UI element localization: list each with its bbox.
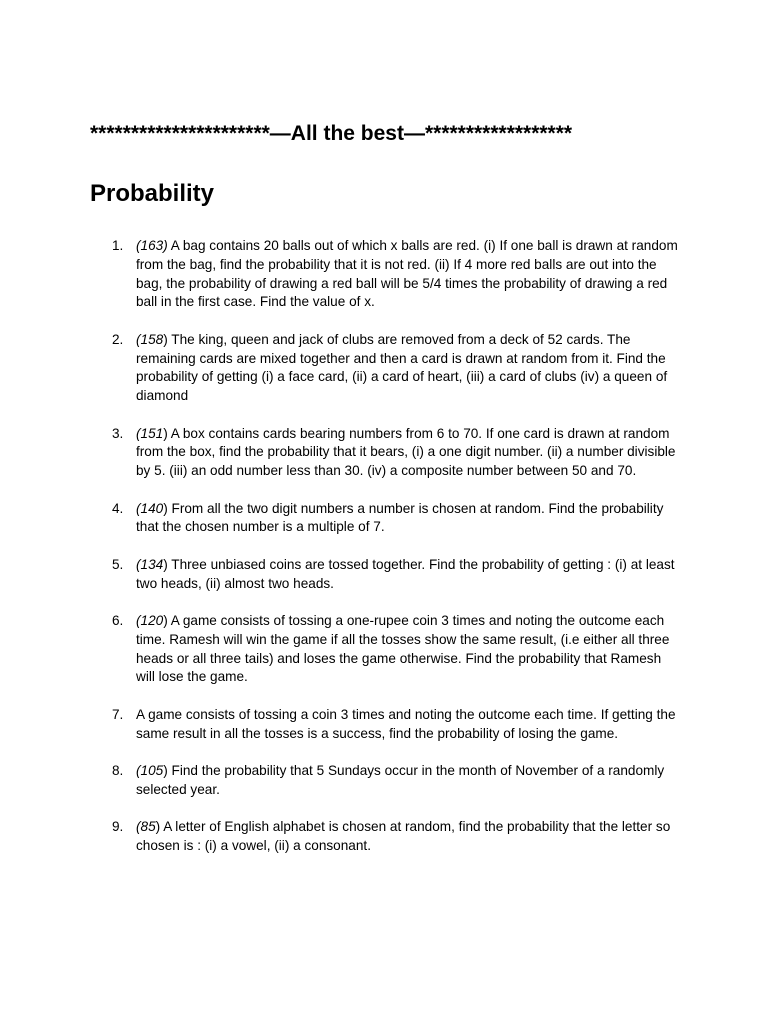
question-text: ) Three unbiased coins are tossed together. Find the probability of getting : (i) at least two heads, (ii) almost two heads. xyxy=(136,556,675,591)
section-heading: Probability xyxy=(90,180,215,207)
question-text: ) The king, queen and jack of clubs are removed from a deck of 52 cards. The remaining cards are mixed together and then a card is drawn at random from it. Find the probability of getting (i) a face card, (ii) a card of heart, (iii) a card of clubs (iv) a queen of diamond xyxy=(136,331,668,404)
question-item xyxy=(0,612,681,687)
question-text: A bag contains 20 balls out of which x balls are red. (i) If one ball is drawn at random from the bag, find the probability that it is not red. (ii) If 4 more red balls are out into the bag, the probability of drawing a red ball will be 5/4 times the probability of drawing a red ball in the first case. Find the value of x. xyxy=(136,238,678,310)
question-number: 2. xyxy=(112,331,124,347)
question-item xyxy=(0,331,681,406)
question-item xyxy=(0,556,681,594)
question-text: A game consists of tossing a coin 3 times and noting the outcome each time. If getting the same result in all the tosses is a success, find the probability of losing the game. xyxy=(136,706,676,741)
question-number: 6. xyxy=(112,612,124,628)
question-item xyxy=(0,762,681,800)
all-the-best-banner: **********************—All the best—****************** xyxy=(90,122,573,145)
question-list xyxy=(0,237,768,874)
question-code: (85 xyxy=(136,819,156,835)
question-number: 7. xyxy=(112,706,124,722)
question-number: 5. xyxy=(112,556,124,572)
question-text: ) From all the two digit numbers a number is chosen at random. Find the probability that the chosen number is a multiple of 7. xyxy=(136,500,664,535)
question-code: (151 xyxy=(136,425,164,441)
question-number: 1. xyxy=(112,238,124,253)
question-code: (120 xyxy=(136,612,164,628)
question-item xyxy=(0,237,681,312)
question-item xyxy=(0,818,681,856)
question-number: 9. xyxy=(112,819,124,835)
question-item xyxy=(0,706,681,744)
question-number: 4. xyxy=(112,500,124,516)
question-text: ) A game consists of tossing a one-rupee coin 3 times and noting the outcome each time. Ramesh will win the game if all the tosses show the same result, (i.e either all three heads or all three tails) and loses the game otherwise. Find the probability that Ramesh will lose the game. xyxy=(136,612,670,685)
question-text: ) Find the probability that 5 Sundays occur in the month of November of a randomly selected year. xyxy=(136,762,665,797)
question-code: (105 xyxy=(136,762,164,778)
question-text: ) A letter of English alphabet is chosen at random, find the probability that the letter so chosen is : (i) a vowel, (ii) a consonant. xyxy=(136,819,671,853)
question-code: (134 xyxy=(136,556,164,572)
question-item xyxy=(0,425,681,481)
question-code: (163) xyxy=(136,238,168,253)
question-text: ) A box contains cards bearing numbers from 6 to 70. If one card is drawn at random from the box, find the probability that it bears, (i) a one digit number. (ii) a number divisible by 5. (iii) an odd number less than 30. (iv) a composite number between 50 and 70. xyxy=(136,425,676,479)
question-number: 3. xyxy=(112,425,124,441)
question-item xyxy=(0,500,681,538)
question-number: 8. xyxy=(112,762,124,778)
question-code: (158 xyxy=(136,331,164,347)
question-code: (140 xyxy=(136,500,164,516)
